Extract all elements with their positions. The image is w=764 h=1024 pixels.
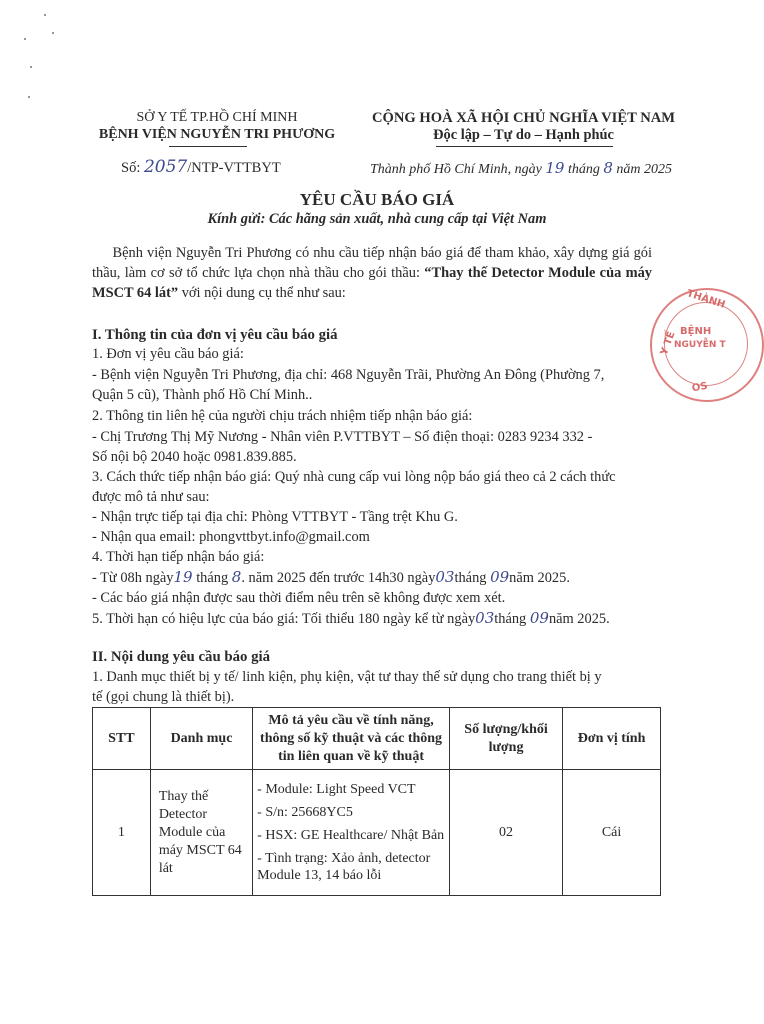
section2-line: 1. Danh mục thiết bị y tế/ linh kiện, phụ kiện, vật tư thay thế sử dụng cho trang thiết bị y (92, 669, 602, 685)
package-name: “Thay thế Detector Module của máy MSCT 64 lát” (92, 265, 652, 301)
handwritten-day: 03 (475, 609, 495, 627)
stamp-text-mid: NGUYỄN T (674, 340, 726, 350)
section1-line: - Chị Trương Thị Mỹ Nương - Nhân viên P.VTTBYT – Số điện thoại: 0283 9234 332 - (92, 429, 593, 445)
hospital-name (92, 127, 342, 143)
date-month-handwritten: 8 (603, 159, 613, 177)
scan-speck (44, 14, 46, 16)
section1-line: 1. Đơn vị yêu cầu báo giá: (92, 346, 244, 362)
document-number (121, 157, 281, 177)
section1-line: - Bệnh viện Nguyễn Tri Phương, địa chỉ: 468 Nguyễn Trãi, Phường An Đông (Phường 7, (92, 367, 605, 383)
desc-line: - HSX: GE Healthcare/ Nhật Bản (257, 828, 445, 843)
section1-line: Quận 5 cũ), Thành phố Hồ Chí Minh.. (92, 387, 313, 403)
validity-line (92, 609, 662, 628)
table-header-row (93, 708, 661, 770)
cell-unit: Cái (563, 770, 661, 896)
scan-speck (30, 66, 32, 68)
motto: Độc lập – Tự do – Hạnh phúc (433, 127, 614, 143)
section1-heading: I. Thông tin của đơn vị yêu cầu báo giá (92, 327, 338, 343)
stamp-text-left: Y TẾ (658, 330, 678, 357)
stamp-text-top: THÀNH (685, 288, 727, 311)
header-item: Danh mục (150, 708, 252, 770)
hospital-underline (169, 146, 247, 147)
section1-line: 4. Thời hạn tiếp nhận báo giá: (92, 549, 265, 565)
stamp-text-bottom: OS (691, 380, 709, 395)
section1-line: - Nhận trực tiếp tại địa chỉ: Phòng VTTBYT - Tầng trệt Khu G. (92, 509, 458, 525)
text-fragment: tháng (196, 570, 229, 586)
text-fragment: - Từ 08h ngày (92, 570, 174, 586)
cell-item: Thay thế Detector Module của máy MSCT 64 lát (150, 770, 252, 896)
so-suffix: /NTP-VTTBYT (187, 160, 281, 176)
intro-text: Bệnh viện Nguyễn Tri Phương có nhu cầu tiếp nhận báo giá để tham khảo, xây dựng giá gói thầu, làm cơ sở tổ chức lựa chọn nhà thầu cho gói thầu: (92, 245, 652, 281)
section1-line: - Các báo giá nhận được sau thời điểm nêu trên sẽ không được xem xét. (92, 590, 506, 606)
section2-line: tế (gọi chung là thiết bị). (92, 689, 235, 705)
section1-line: Số nội bộ 2040 hoặc 0981.839.885. (92, 449, 297, 465)
recipient-line: Kính gửi: Các hãng sản xuất, nhà cung cấp tại Việt Nam (207, 211, 547, 227)
handwritten-month: 8 (231, 568, 242, 586)
so-number-handwritten: 2057 (143, 157, 188, 177)
country-name: CỘNG HOÀ XÃ HỘI CHỦ NGHĨA VIỆT NAM (371, 110, 676, 126)
desc-line: - Module: Light Speed VCT (257, 782, 416, 797)
handwritten-month: 09 (529, 609, 549, 627)
header-qty: Số lượng/khối lượng (449, 708, 562, 770)
desc-line: - S/n: 25668YC5 (257, 805, 353, 820)
stamp-text-mid: BỆNH (680, 326, 712, 337)
intro-tail: với nội dung cụ thể như sau: (178, 285, 346, 301)
deadline-line (92, 568, 662, 587)
text-fragment: tháng (494, 611, 527, 627)
text-fragment: . năm 2025 đến trước 14h30 ngày (241, 570, 436, 586)
section1-line: 2. Thông tin liên hệ của người chịu trách nhiệm tiếp nhận báo giá: (92, 408, 473, 424)
scan-speck (52, 32, 54, 34)
section1-line: 3. Cách thức tiếp nhận báo giá: Quý nhà cung cấp vui lòng nộp báo giá theo cả 2 cách thức (92, 469, 616, 485)
cell-qty: 02 (449, 770, 562, 896)
intro-paragraph (92, 243, 652, 303)
header-desc: Mô tả yêu cầu về tính năng, thông số kỹ thuật và các thông tin liên quan về kỹ thuật (253, 708, 450, 770)
handwritten-day: 19 (173, 568, 193, 586)
so-label: Số: (121, 160, 141, 176)
official-stamp (650, 288, 764, 402)
handwritten-day: 03 (435, 568, 455, 586)
text-fragment: năm 2025. (509, 570, 570, 586)
desc-line: - Tình trạng: Xảo ảnh, detector Module 13, 14 báo lỗi (257, 851, 431, 883)
text-fragment: năm 2025. (548, 611, 610, 627)
equipment-table (92, 707, 661, 896)
section1-line: được mô tả như sau: (92, 489, 210, 505)
dept-name: SỞ Y TẾ TP.HỒ CHÍ MINH (136, 110, 298, 125)
text-fragment: tháng (454, 570, 487, 586)
handwritten-month: 09 (490, 568, 510, 586)
document-title: YÊU CẦU BÁO GIÁ (299, 190, 455, 209)
header-stt: STT (93, 708, 151, 770)
date-year: năm 2025 (616, 162, 673, 177)
scan-speck (28, 96, 30, 98)
issue-date (370, 159, 672, 178)
hospital-name-text: BỆNH VIỆN NGUYỄN TRI PHƯƠNG (98, 127, 336, 142)
scan-speck (24, 38, 26, 40)
text-fragment: 5. Thời hạn có hiệu lực của báo giá: Tối thiểu 180 ngày kể từ ngày (92, 611, 476, 627)
date-prefix: Thành phố Hồ Chí Minh, ngày (370, 162, 542, 177)
section2-heading: II. Nội dung yêu cầu báo giá (92, 649, 271, 665)
header-unit: Đơn vị tính (563, 708, 661, 770)
date-month-label: tháng (567, 162, 600, 177)
table-row (93, 770, 661, 896)
cell-desc (253, 770, 450, 896)
cell-stt: 1 (93, 770, 151, 896)
motto-underline (436, 146, 613, 147)
email-line: - Nhận qua email: phongvttbyt.info@gmail.com (92, 529, 370, 545)
date-day-handwritten: 19 (545, 159, 565, 177)
